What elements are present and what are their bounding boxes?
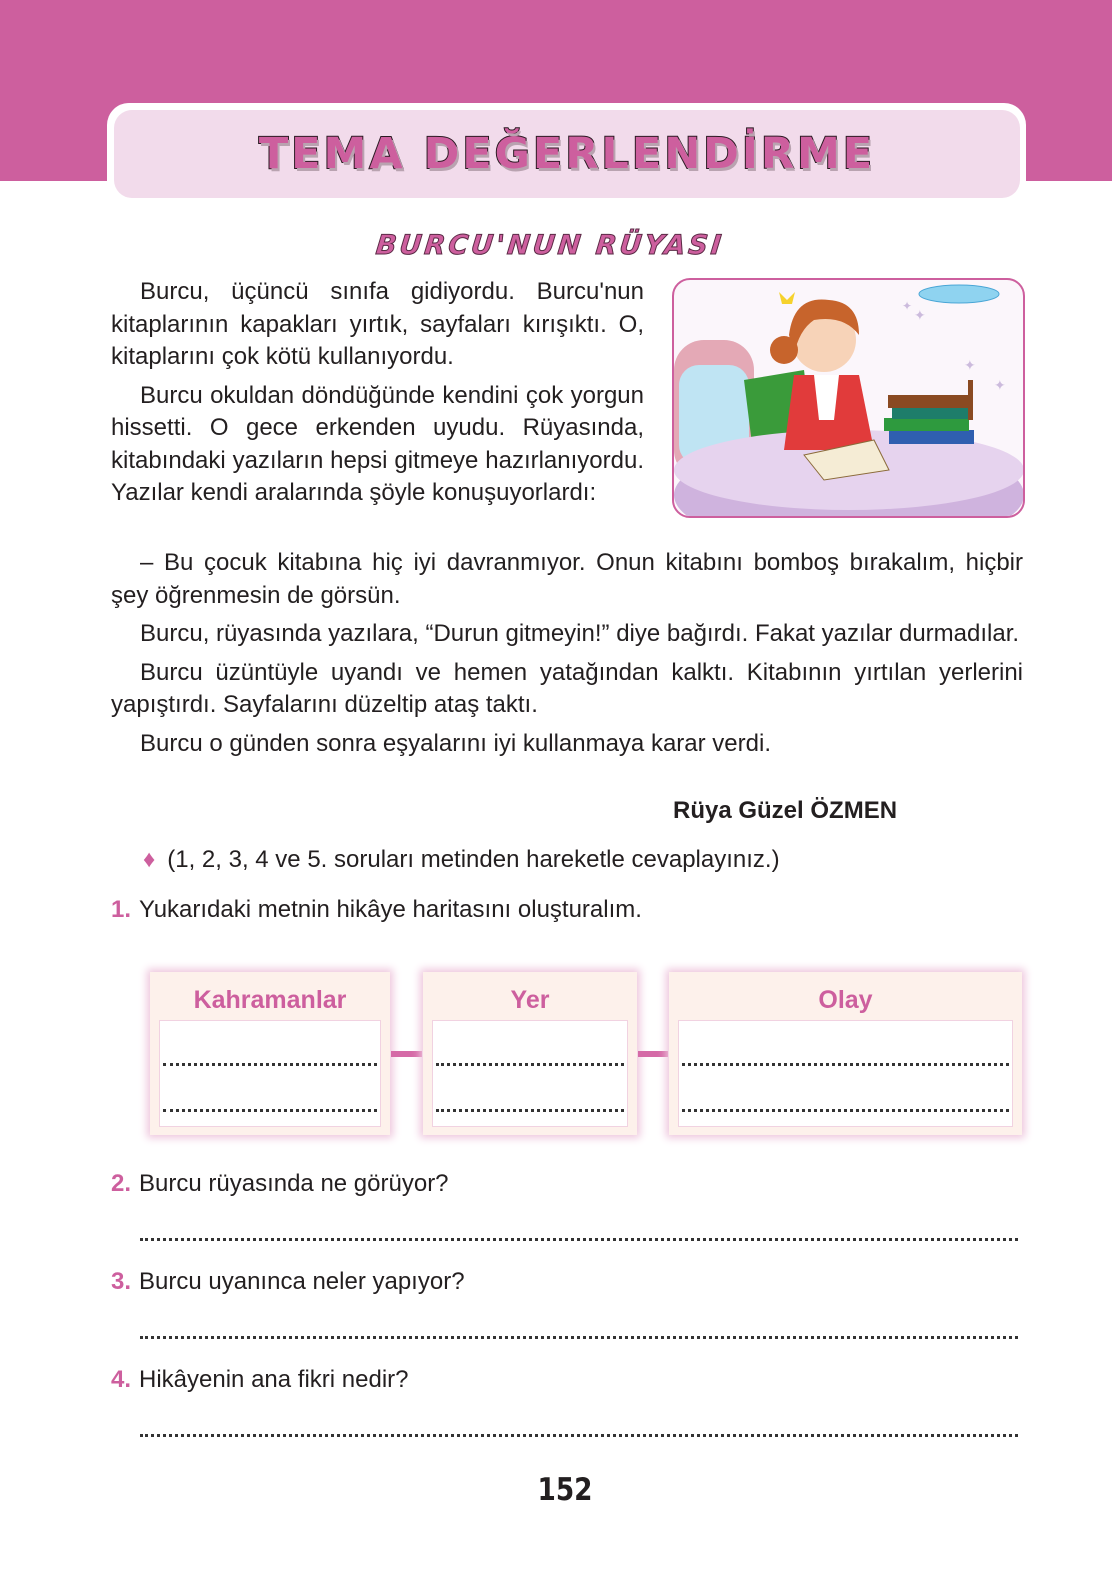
author: Rüya Güzel ÖZMEN — [673, 797, 898, 824]
connector — [638, 1051, 668, 1057]
svg-text:✦: ✦ — [994, 377, 1006, 393]
story-map-characters — [150, 972, 390, 1135]
question-text: Hikâyenin ana fikri nedir? — [139, 1366, 409, 1393]
header-title-box — [114, 110, 1020, 198]
story-illustration — [672, 278, 1025, 518]
question-number: 2. — [111, 1170, 132, 1197]
question-text: Burcu rüyasında ne görüyor? — [139, 1170, 449, 1197]
answer-area[interactable] — [432, 1020, 628, 1127]
question-3 — [111, 1268, 465, 1296]
answer-line[interactable] — [140, 1238, 1018, 1241]
paragraph: Burcu o günden sonra eşyalarını iyi kullanmaya karar verdi. — [140, 729, 771, 757]
paragraph: – Bu çocuk kitabına hiç iyi davranmıyor. Onun kitabını bomboş bırakalım, hiçbir şey öğrenmesin de görsün. — [111, 549, 1023, 609]
paragraph: Burcu okuldan döndüğünde kendini çok yorgun hissetti. O gece erkenden uyudu. Rüyasında, kitabındaki yazıların hepsi gitmeye hazırlanıyordu. Yazılar kendi aralarında şöyle konuşuyorlardı: — [111, 381, 644, 506]
question-text: Yukarıdaki metnin hikâye haritasını oluşturalım. — [139, 896, 642, 923]
box-header: Olay — [818, 986, 873, 1014]
question-number: 3. — [111, 1268, 132, 1295]
paragraph: Burcu, rüyasında yazılara, “Durun gitmeyin!” diye bağırdı. Fakat yazılar durmadılar. — [140, 620, 1020, 647]
story-map-event — [669, 972, 1022, 1135]
answer-area[interactable] — [678, 1020, 1013, 1127]
question-text: Burcu uyanınca neler yapıyor? — [139, 1268, 465, 1295]
story-text-full — [111, 547, 1023, 766]
diamond-icon: ♦ — [143, 846, 156, 873]
question-4 — [111, 1366, 409, 1394]
answer-line[interactable] — [140, 1434, 1018, 1437]
paragraph: Burcu üzüntüyle uyandı ve hemen yatağından kalktı. Kitabının yırtılan yerlerini yapıştırdı. Sayfalarını düzeltip ataş taktı. — [111, 658, 1023, 718]
box-header: Kahramanlar — [193, 986, 347, 1014]
page-number: 152 — [537, 1472, 593, 1508]
svg-text:✦: ✦ — [964, 357, 976, 373]
instruction — [143, 846, 780, 874]
instruction-text: (1, 2, 3, 4 ve 5. soruları metinden hareketle cevaplayınız.) — [167, 846, 780, 873]
box-header: Yer — [510, 986, 550, 1014]
connector — [391, 1051, 422, 1057]
question-2 — [111, 1170, 449, 1198]
question-number: 1. — [111, 896, 132, 923]
answer-area[interactable] — [159, 1020, 381, 1127]
paragraph: Burcu, üçüncü sınıfa gidiyordu. Burcu'nun kitaplarının kapakları yırtık, sayfaları kırışıktı. O, kitaplarını çok kötü kullanıyordu. — [111, 278, 644, 370]
svg-text:✦: ✦ — [914, 307, 926, 323]
question-number: 4. — [111, 1366, 132, 1393]
question-1 — [111, 896, 642, 924]
answer-line[interactable] — [140, 1336, 1018, 1339]
story-map-place — [423, 972, 637, 1135]
svg-text:✦: ✦ — [902, 299, 913, 313]
story-title: BURCU'NUN RÜYASI — [374, 230, 726, 261]
story-text-left — [111, 276, 644, 516]
page-title: TEMA DEĞERLENDİRME — [258, 129, 876, 179]
